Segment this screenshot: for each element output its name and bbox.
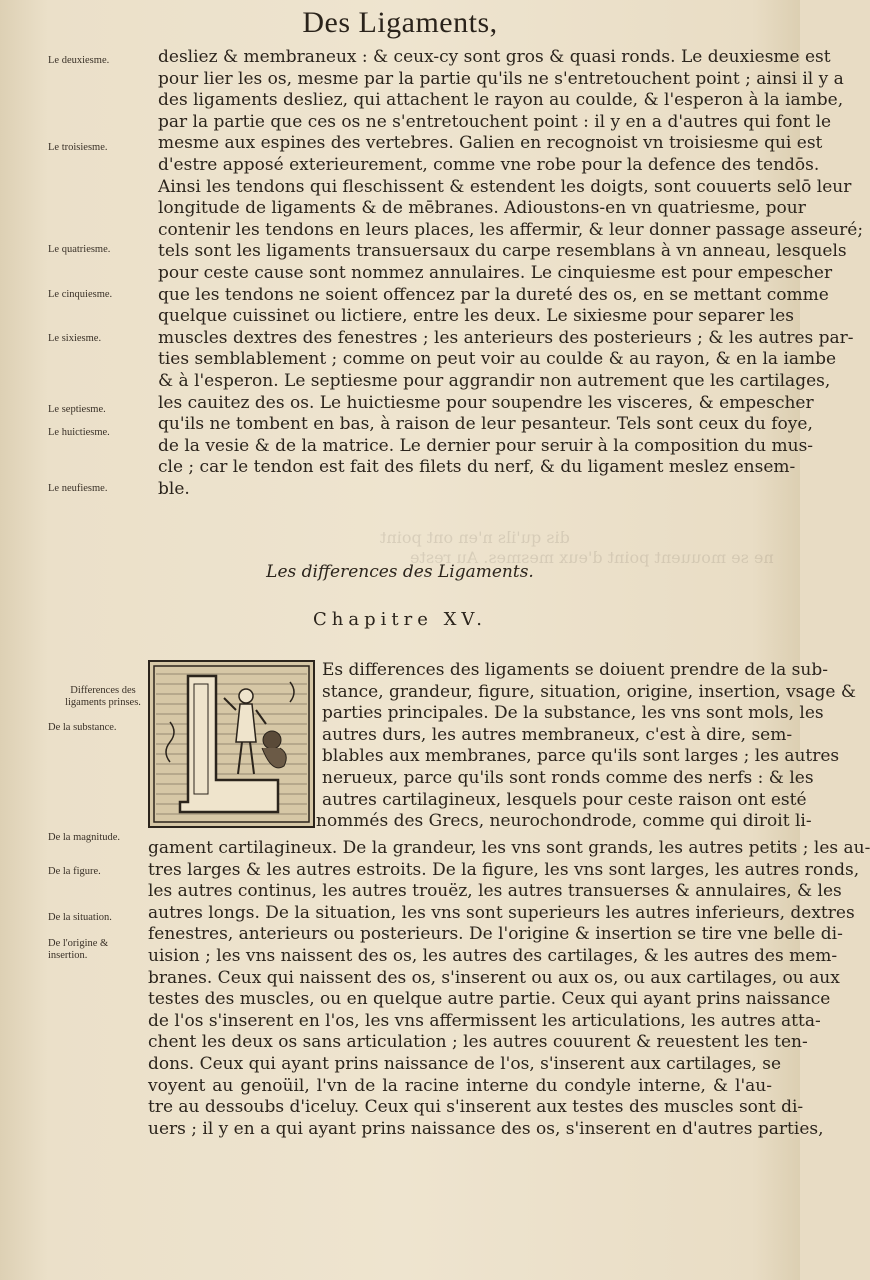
text-line: parties principales. De la substance, les vns sont mols, les [322,703,824,724]
margin-note-sixiesme: Le sixiesme. [48,333,102,344]
text-line: testes des muscles, ou en quelque autre partie. Ceux qui ayant prins naissance [148,989,831,1010]
text-line: tres larges & les autres estroits. De la figure, les vns sont larges, les autres ronds, [148,859,860,880]
text-line: Ainsi les tendons qui fleschissent & estendent les doigts, sont couuerts selō leur [158,176,852,197]
text-line: tre au dessoubs d'iceluy. Ceux qui s'inserent aux testes des muscles sont di- [148,1097,804,1118]
text-line: des ligaments desliez, qui attachent le rayon au coulde, & l'esperon à la iambe, [158,90,844,111]
text-line: autres longs. De la situation, les vns sont superieurs les autres inferieurs, dextres [148,902,855,923]
text-line: que les tendons ne soient offencez par la dureté des os, en se mettant comme [158,284,829,305]
text-line: contenir les tendons en leurs places, les affermir, & leur donner passage asseuré; [158,219,864,240]
margin-note-magnitude: De la magnitude. [48,832,121,843]
text-line: ties semblablement ; comme on peut voir au coulde & au rayon, & en la iambe [158,349,837,370]
show-through-text: ne se mouuent point d'eux mesmes. Au reste [410,548,774,567]
text-line: gament cartilagineux. De la grandeur, les vns sont grands, les autres petits ; les au- [148,838,870,858]
text-line: Es differences des ligaments se doiuent prendre de la sub- [322,660,828,680]
text-line: muscles dextres des fenestres ; les anterieurs des posterieurs ; & les autres par- [158,327,854,348]
text-line: & à l'esperon. Le septiesme pour aggrandir non autrement que les cartilages, [158,370,831,391]
show-through-text: dis qu'ils n'en ont point [380,528,570,547]
woodcut-initial-l [148,660,315,828]
text-line: les cauitez des os. Le huictiesme pour soupendre les visceres, & empescher [158,392,814,413]
text-line: qu'ils ne tombent en bas, à raison de leur pesanteur. Tels sont ceux du foye, [158,414,813,435]
text-line: les autres continus, les autres trouëz, les autres transuerses & annulaires, & les [148,881,842,902]
margin-note-deuxiesme: Le deuxiesme. [48,55,110,66]
text-line: branes. Ceux qui naissent des os, s'inserent ou aux os, ou aux cartilages, ou aux [148,967,840,988]
margin-note-troisiesme: Le troisiesme. [48,142,108,153]
text-line: de l'os s'inserent en l'os, les vns affermissent les articulations, les autres atta- [148,1010,821,1031]
text-line: ble. [158,478,190,499]
text-line: tels sont les ligaments transuersaux du carpe resemblans à vn anneau, lesquels [158,241,847,262]
chapter-heading: Chapitre XV. [313,609,487,630]
text-line: mesme aux espines des vertebres. Galien en recognoist vn troisiesme qui est [158,133,823,154]
text-line: chent les deux os sans articulation ; les autres couurent & reuestent les ten- [148,1032,808,1053]
text-line: cle ; car le tendon est fait des filets du nerf, & du ligament meslez ensem- [158,457,796,478]
text-line: uers ; il y en a qui ayant prins naissance des os, s'inserent en d'autres parties, [148,1118,824,1139]
text-line: autres durs, les autres membraneux, c'est à dire, sem- [322,724,793,745]
text-line: par la partie que ces os ne s'entretouchent point : il y en a d'autres qui font le [158,111,832,132]
text-line: desliez & membraneux : & ceux-cy sont gros & quasi ronds. Le deuxiesme est [158,47,831,67]
text-line: quelque cuissinet ou lictiere, entre les deux. Le sixiesme pour separer les [158,306,794,327]
text-line: nommés des Grecs, neurochondrode, comme qui diroit li- [316,811,812,832]
running-head: Des Ligaments, [302,6,498,39]
margin-note-septiesme: Le septiesme. [48,404,106,415]
text-line: d'estre apposé exterieurement, comme vne robe pour la defence des tendōs. [158,154,820,175]
text-line: fenestres, anterieurs ou posterieurs. De l'origine & insertion se tire vne belle di- [148,924,843,945]
body-text-top [158,47,864,500]
body-text-beside-woodcut [316,660,857,833]
margin-note-figure: De la figure. [48,866,101,877]
text-line: autres cartilagineux, lesquels pour ceste raison ont esté [322,789,807,810]
margin-note-cinquiesme: Le cinquiesme. [48,289,113,300]
text-line: blables aux membranes, parce qu'ils sont larges ; les autres [322,746,840,767]
text-line: voyent au genoüil, l'vn de la racine interne du condyle interne, & l'au- [148,1075,772,1096]
margin-note-differences: Differences des ligaments prinses. [65,685,141,708]
text-line: uision ; les vns naissent des os, les autres des cartilages, & les autres des mem- [148,945,838,966]
margin-note-huictiesme: Le huictiesme. [48,427,110,438]
margin-note-quatriesme: Le quatriesme. [48,244,111,255]
text-line: de la vesie & de la matrice. Le dernier pour seruir à la composition du mus- [158,435,814,456]
text-line: longitude de ligaments & de mēbranes. Adioustons-en vn quatriesme, pour [158,198,806,219]
woodcut-illustration [150,662,313,826]
section-title: Les differences des Ligaments. [266,562,534,582]
text-line: pour lier les os, mesme par la partie qu'ils ne s'entretouchent point ; ainsi il y a [158,68,844,89]
margin-note-neufiesme: Le neufiesme. [48,483,108,494]
body-text-bottom [148,838,870,1140]
margin-note-substance: De la substance. [48,722,117,733]
text-line: nerueux, parce qu'ils sont ronds comme des nerfs : & les [322,767,814,788]
text-line: stance, grandeur, figure, situation, origine, insertion, vsage & [322,681,857,702]
text-line: pour ceste cause sont nommez annulaires. Le cinquiesme est pour empescher [158,262,833,283]
margin-note-situation: De la situation. [48,912,112,923]
margin-note-origine: De l'origine & insertion. [48,938,109,961]
text-line: dons. Ceux qui ayant prins naissance de l'os, s'inserent aux cartilages, se [148,1053,782,1074]
